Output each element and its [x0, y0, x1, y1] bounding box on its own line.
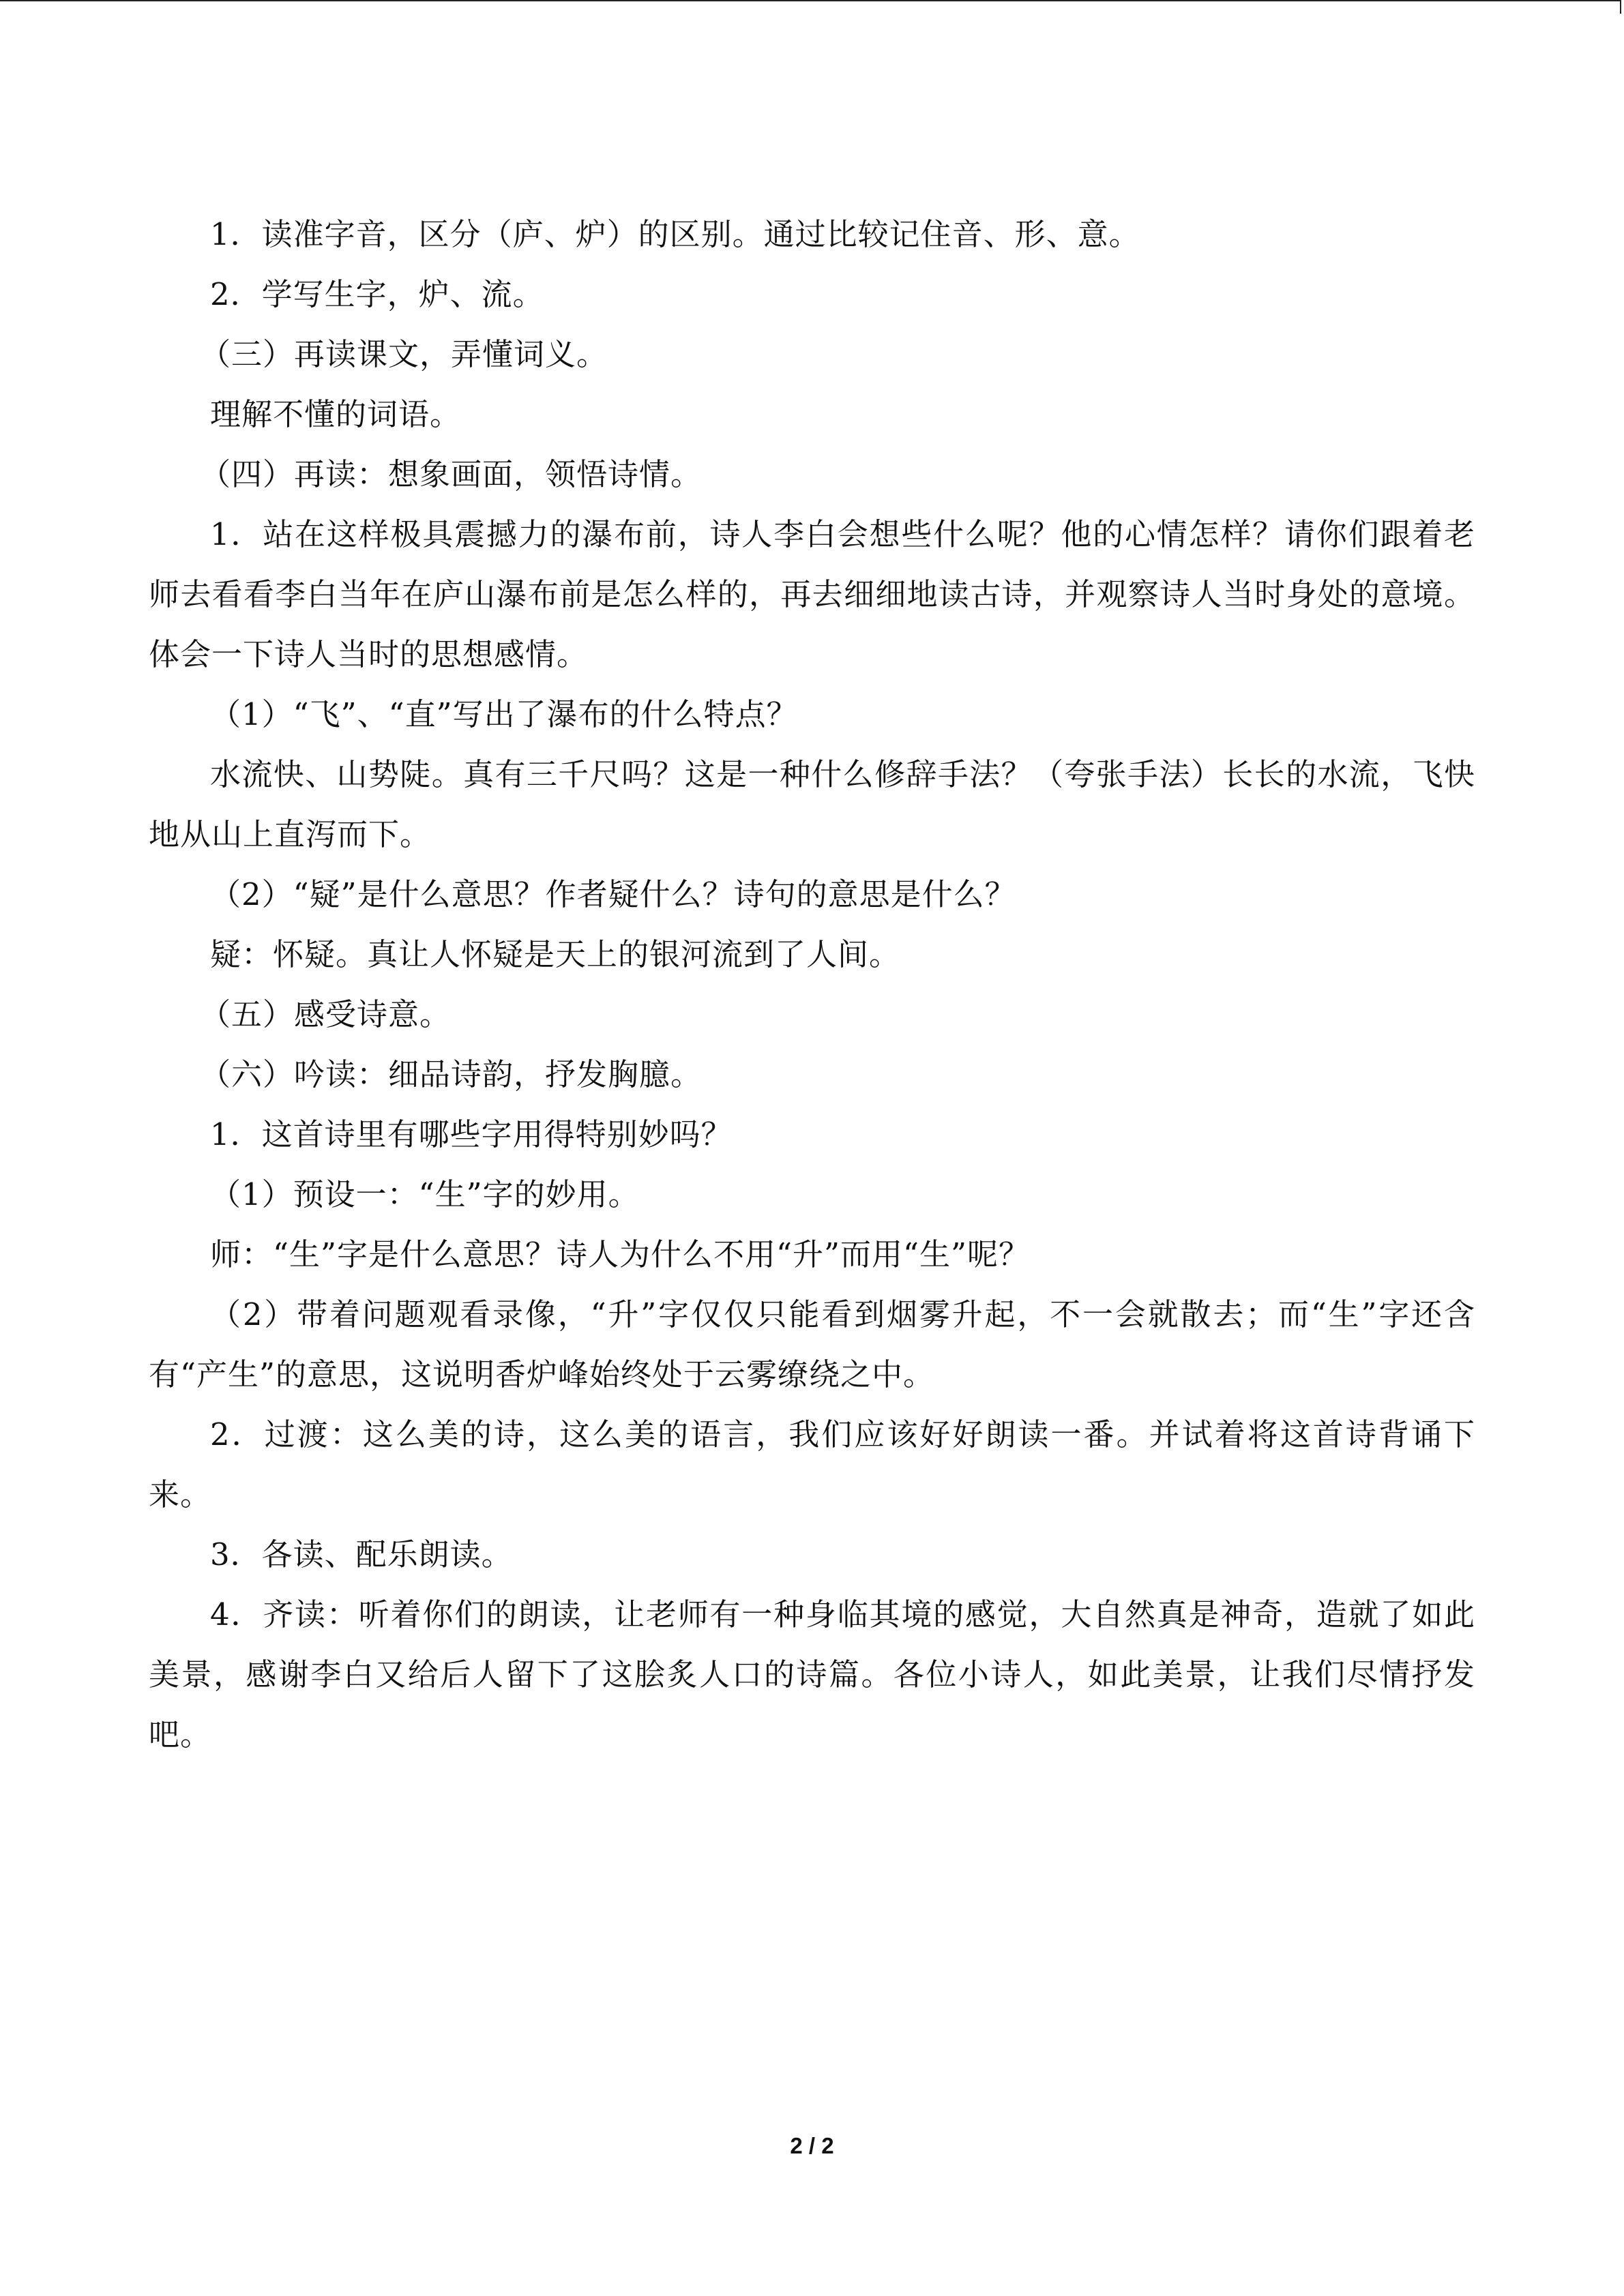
- paragraph: 理解不懂的词语。: [210, 396, 462, 432]
- paragraph: 师：“生”字是什么意思？诗人为什么不用“升”而用“生”呢？: [210, 1236, 1031, 1272]
- page-border-corner: [1620, 0, 1621, 14]
- paragraph: （2）“疑”是什么意思？作者疑什么？诗句的意思是什么？: [210, 876, 1016, 912]
- paragraph: 2．学写生字，炉、流。: [210, 276, 544, 312]
- paragraph: （五）感受诗意。: [200, 996, 452, 1032]
- page-border-top: [0, 0, 1620, 1]
- paragraph: （1）预设一：“生”字的妙用。: [210, 1176, 640, 1212]
- paragraph: 3．各读、配乐朗读。: [210, 1536, 513, 1572]
- paragraph: 水流快、山势陡。真有三千尺吗？这是一种什么修辞手法？（夸张手法）长长的水流，飞快地从山上直泻而下。: [149, 756, 1475, 852]
- paragraph: （六）吟读：细品诗韵，抒发胸臆。: [200, 1056, 703, 1092]
- paragraph: 4．齐读：听着你们的朗读，让老师有一种身临其境的感觉，大自然真是神奇，造就了如此美景，感谢李白又给后人留下了这脍炙人口的诗篇。各位小诗人，如此美景，让我们尽情抒发吧。: [149, 1596, 1475, 1753]
- paragraph: 1．读准字音，区分（庐、炉）的区别。通过比较记住音、形、意。: [210, 216, 1140, 252]
- page-number: 2 / 2: [790, 2133, 834, 2158]
- paragraph: （1）“飞”、“直”写出了瀑布的什么特点？: [210, 696, 798, 732]
- paragraph: 1．这首诗里有哪些字用得特别妙吗？: [210, 1116, 733, 1152]
- document-body: [149, 205, 1475, 1765]
- paragraph: 疑：怀疑。真让人怀疑是天上的银河流到了人间。: [210, 936, 901, 972]
- paragraph: （四）再读：想象画面，领悟诗情。: [200, 456, 703, 492]
- paragraph: （2）带着问题观看录像，“升”字仅仅只能看到烟雾升起，不一会就散去；而“生”字还含有“产生”的意思，这说明香炉峰始终处于云雾缭绕之中。: [149, 1296, 1475, 1392]
- paragraph: 1．站在这样极具震撼力的瀑布前，诗人李白会想些什么呢？他的心情怎样？请你们跟着老师去看看李白当年在庐山瀑布前是怎么样的，再去细细地读古诗，并观察诗人当时身处的意境。体会一下诗人当时的思想感情。: [149, 516, 1475, 672]
- paragraph: （三）再读课文，弄懂词义。: [200, 336, 608, 372]
- paragraph: 2．过渡：这么美的诗，这么美的语言，我们应该好好朗读一番。并试着将这首诗背诵下来。: [149, 1416, 1475, 1512]
